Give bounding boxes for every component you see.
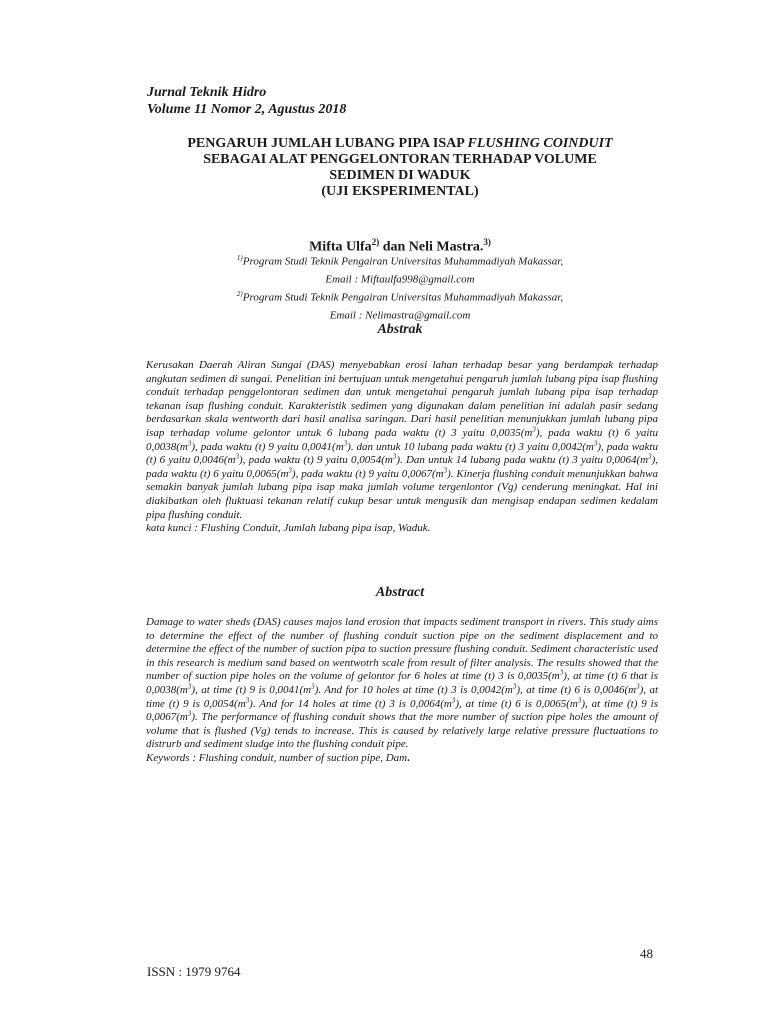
- abstract-text: ), at time (t) 6 is 0,0046(m: [516, 683, 637, 696]
- author-connector: dan Neli Mastra.: [379, 239, 484, 255]
- abstrak-text: ), pada waktu (t) 9 yaitu 0,0041(m: [191, 440, 344, 453]
- abstrak-heading: Abstrak: [377, 322, 423, 337]
- affiliation-text: Program Studi Teknik Pengairan Universitas Muhammadiyah Makassar,: [242, 255, 564, 268]
- journal-issue: Volume 11 Nomor 2, Agustus 2018: [147, 102, 347, 117]
- affiliation-line: [110, 305, 690, 323]
- abstract-superscript: 3: [187, 682, 192, 691]
- affiliations: [110, 251, 690, 324]
- affiliation-superscript: 2): [236, 290, 243, 299]
- abstrak-superscript: 3: [392, 452, 397, 461]
- abstrak-superscript: 3: [343, 438, 348, 447]
- affiliation-email: Email : Nelimastra@gmail.com: [329, 310, 471, 323]
- affiliation-line: [110, 287, 690, 305]
- author-1: Mifta Ulfa: [309, 239, 372, 255]
- abstrak-text: ). Kinerja flushing conduit menunjukkan bahwa semakin banyak jumlah lubang pipa isap maka jumlah volume tergenlontor (Vg) cenderung meningkat. Hal ini diakibatkan oleh fluktuasi tekanan relatif cukup besar untuk mengusik dan mengisap endapan sedimen kedalam pipa flushing conduit.: [146, 467, 658, 521]
- abstract-text: ), at time (t) 9 is 0,0067(m: [146, 697, 659, 724]
- author-1-superscript: 2): [371, 237, 380, 247]
- affiliation-line: [110, 251, 690, 269]
- abstract-text: ), at time (t) 6 is 0,0065(m: [455, 697, 578, 710]
- abstract-text: ), at time (t) 6 that is 0,0038(m: [146, 670, 658, 696]
- title-line-1-italic: FLUSHING COINDUIT: [467, 136, 613, 151]
- abstract-superscript: 3: [245, 695, 250, 704]
- abstrak-text: ), pada waktu (t) 6 yaitu 0,0046(m: [146, 440, 658, 467]
- abstract-text: ). And for 10 holes at time (t) 3 is 0,0042(m: [314, 683, 513, 696]
- abstract-text: ). The performance of flushing conduit shows that the more number of suction pipe holes the amount of volume that is flushed (Vg) tends to increase. This is caused by relatively large relative pressure fluctuations to distrurb and sediment sludge into the flushing conduit pipe.: [146, 711, 658, 751]
- abstract-section: [146, 616, 658, 766]
- abstract-text: ), at time (t) 9 is 0,0041(m: [191, 683, 312, 696]
- abstrak-paragraph: [146, 359, 658, 522]
- abstract-paragraph: [146, 616, 658, 752]
- abstract-keywords-text: Keywords : Flushing conduit, number of suction pipe, Dam: [146, 751, 408, 764]
- title-line-1: [110, 136, 690, 152]
- title-line-1-plain: PENGARUH JUMLAH LUBANG PIPA ISAP: [187, 136, 468, 151]
- author-2-superscript: 3): [483, 237, 491, 247]
- abstract-keywords: [146, 752, 658, 766]
- abstract-superscript: 3: [636, 682, 640, 691]
- abstrak-superscript: 3: [593, 438, 598, 447]
- abstract-superscript: 3: [187, 709, 192, 718]
- abstrak-text: ), pada waktu (t) 6 yaitu 0,0038(m: [146, 426, 658, 453]
- journal-name: Jurnal Teknik Hidro: [147, 85, 267, 100]
- abstrak-text: ), pada waktu (t) 9 yaitu 0,0054(m: [238, 454, 393, 467]
- paper-title: [110, 136, 690, 200]
- abstract-text: ), at time (t) 9 is 0,0054(m: [146, 683, 659, 710]
- abstrak-text: ), pada waktu (t) 6 yaitu 0,0065(m: [146, 454, 658, 480]
- abstract-superscript: 3: [512, 682, 517, 691]
- title-line-3: SEDIMEN DI WADUK: [329, 168, 471, 183]
- affiliation-text: Program Studi Teknik Pengairan Universitas Muhammadiyah Makassar,: [242, 291, 564, 304]
- abstract-heading: Abstract: [375, 585, 425, 600]
- abstract-keywords-period: .: [407, 751, 410, 764]
- abstrak-superscript: 3: [532, 425, 536, 434]
- affiliation-superscript: 1): [236, 254, 243, 262]
- abstract-text: ). And for 14 holes at time (t) 3 is 0,0064(m: [249, 697, 452, 710]
- page-number: 48: [640, 946, 653, 961]
- abstract-text: Damage to water sheds (DAS) causes majos land erosion that impacts sediment transport in rivers. This study aims to determine the effect of the number of flushing conduit suction pipe on the sediment displacement and to determine the effect of the number of suction pipa to suction pressure flushing conduit. Sediment characteristic used in this research is medium sand based on wentwotrh scale from result of filter analysis. The results showed that the number of suction pipe holes on the volume of gelontor for 6 holes at time (t) 3 is 0,0035(m: [146, 616, 658, 683]
- abstract-superscript: 3: [311, 682, 315, 691]
- abstrak-text: ). Dan untuk 14 lubang pada waktu (t) 3 yaitu 0,0064(m: [396, 454, 649, 467]
- issn-footer: ISSN : 1979 9764: [147, 964, 241, 979]
- abstrak-superscript: 3: [288, 466, 292, 475]
- abstract-superscript: 3: [559, 668, 564, 677]
- abstrak-superscript: 3: [443, 466, 448, 475]
- abstract-superscript: 3: [577, 695, 582, 704]
- abstrak-section: [146, 359, 658, 536]
- abstrak-keywords: kata kunci : Flushing Conduit, Jumlah lubang pipa isap, Waduk.: [146, 522, 431, 535]
- abstrak-superscript: 3: [187, 438, 192, 447]
- abstrak-text: ). dan untuk 10 lubang pada waktu (t) 3 yaitu 0,0042(m: [347, 440, 594, 453]
- abstrak-superscript: 3: [235, 452, 239, 461]
- affiliation-line: [110, 269, 690, 287]
- journal-header: [147, 84, 346, 118]
- abstrak-text: ), pada waktu (t) 9 yaitu 0,0067(m: [291, 467, 444, 480]
- title-line-4: (UJI EKSPERIMENTAL): [321, 184, 479, 199]
- abstrak-text: Kerusakan Daerah Aliran Sungai (DAS) menyebabkan erosi lahan terhadap besar yang berdampak terhadap angkutan sedimen di sungai. Penelitian ini bertujuan untuk mengetahui pengaruh jumlah lubang pipa isap flushing conduit terhadap penggelontoran sedimen dan untuk mengetahui pengaruh jumlah lubang pipa isap terhadap tekanan isap flushing conduit. Karakteristik sedimen yang digunakan dalam penelitian ini adalah pasir sedang berdasarkan skala wentworth dari hasil analisa saringan. Dari hasil penelitian menunjukkan jumlah lubang pipa isap terhadap volume gelontor untuk 6 lubang pada waktu (t) 3 yaitu 0,0035(m: [146, 359, 658, 439]
- title-line-2: SEBAGAI ALAT PENGGELONTORAN TERHADAP VOLUME: [203, 152, 597, 167]
- abstract-superscript: 3: [451, 695, 456, 704]
- affiliation-email: Email : Miftaulfa998@gmail.com: [325, 273, 475, 286]
- abstrak-superscript: 3: [648, 452, 652, 461]
